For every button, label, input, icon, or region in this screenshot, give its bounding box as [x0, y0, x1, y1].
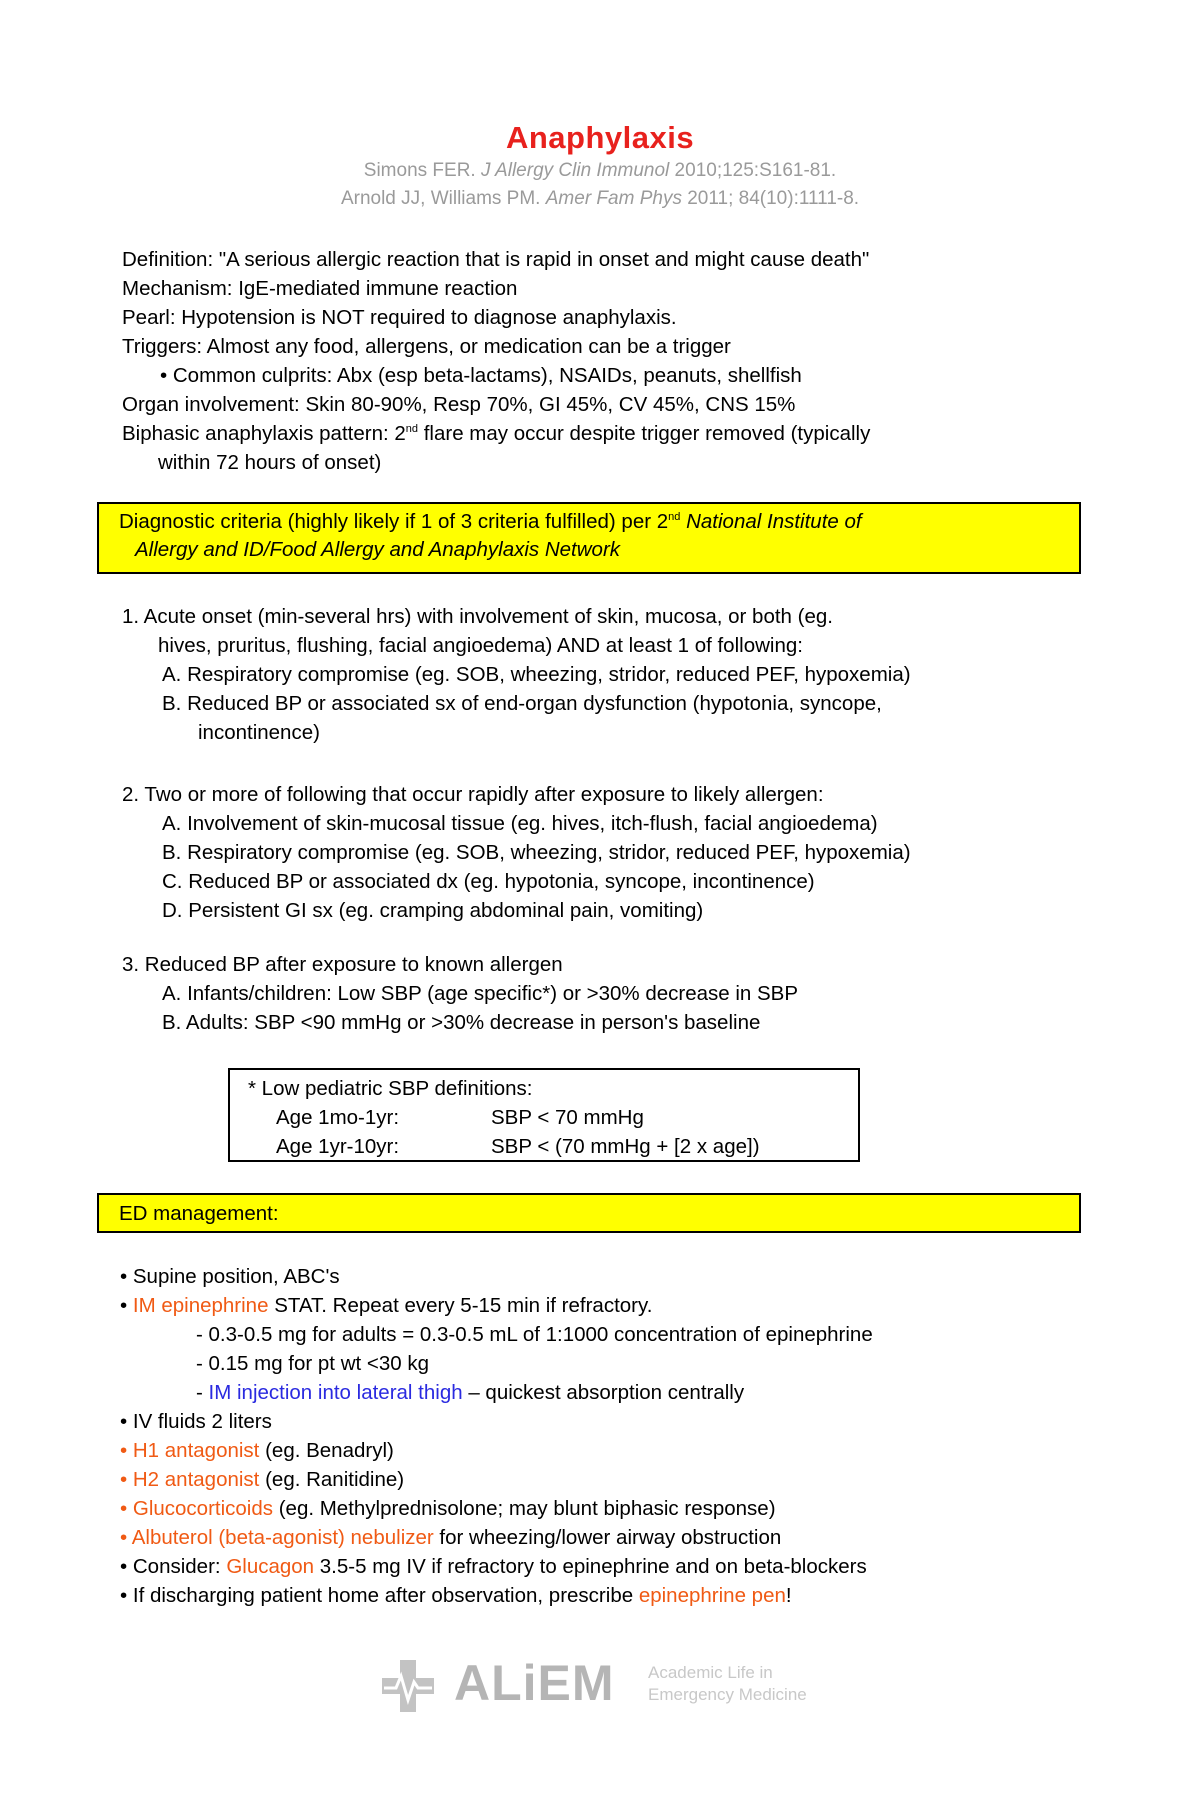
- criteria-1-heading-cont: hives, pruritus, flushing, facial angioedema) AND at least 1 of following:: [158, 634, 803, 657]
- mgmt-highlight: H1 antagonist: [132, 1439, 260, 1462]
- aliem-tagline-line1: Academic Life in: [648, 1663, 773, 1682]
- mgmt-highlight-blue: IM injection into lateral thigh: [208, 1381, 463, 1404]
- sbp-row-age: Age 1yr-10yr:: [276, 1135, 400, 1158]
- page-title: Anaphylaxis: [505, 120, 695, 155]
- criteria-2: [122, 780, 1102, 925]
- aliem-logo-tagline: [648, 1662, 807, 1706]
- triggers-line: Triggers: Almost any food, allergens, or medication can be a trigger: [122, 335, 731, 358]
- reference-1-journal: J Allergy Clin Immunol: [480, 160, 670, 181]
- diagnostic-header-line1: [119, 508, 1059, 536]
- mgmt-bullet: •: [120, 1497, 133, 1520]
- mgmt-highlight: H2 antagonist: [132, 1468, 260, 1491]
- aliem-logo-name: ALiEM: [454, 1655, 615, 1711]
- mgmt-item-albuterol: [120, 1523, 1100, 1552]
- criteria-2-item-a: A. Involvement of skin-mucosal tissue (eg. hives, itch-flush, facial angioedema): [162, 812, 878, 835]
- mgmt-text: • Consider:: [120, 1555, 227, 1578]
- intro-section: [122, 245, 1082, 477]
- mgmt-text: for wheezing/lower airway obstruction: [433, 1526, 782, 1549]
- biphasic-superscript: nd: [405, 423, 419, 436]
- diagnostic-criteria-header: [97, 502, 1081, 574]
- pediatric-sbp-box: [228, 1068, 860, 1162]
- mgmt-item-iv-fluids: • IV fluids 2 liters: [120, 1410, 272, 1433]
- criteria-3-heading: 3. Reduced BP after exposure to known allergen: [122, 953, 563, 976]
- mgmt-item-epinephrine: [120, 1291, 1100, 1320]
- mgmt-text: STAT. Repeat every 5-15 min if refractory.: [268, 1294, 653, 1317]
- mgmt-highlight: Albuterol (beta-agonist) nebulizer: [131, 1526, 434, 1549]
- criteria-3-item-a: A. Infants/children: Low SBP (age specific*) or >30% decrease in SBP: [162, 982, 799, 1005]
- definition-line: Definition: "A serious allergic reaction that is rapid in onset and might cause death": [122, 248, 870, 271]
- criteria-2-item-d: D. Persistent GI sx (eg. cramping abdominal pain, vomiting): [162, 899, 704, 922]
- mgmt-item-discharge: [120, 1581, 1100, 1610]
- biphasic-line: [122, 419, 1082, 448]
- biphasic-text: Biphasic anaphylaxis pattern: 2: [122, 422, 406, 445]
- aliem-tagline-line2: Emergency Medicine: [648, 1685, 807, 1704]
- mechanism-line: Mechanism: IgE-mediated immune reaction: [122, 277, 518, 300]
- diagnostic-header-line2: Allergy and ID/Food Allergy and Anaphylaxis Network: [135, 538, 621, 561]
- aliem-logo-icon: [378, 1656, 438, 1716]
- mgmt-highlight: Glucagon: [226, 1555, 315, 1578]
- criteria-2-heading: 2. Two or more of following that occur rapidly after exposure to likely allergen:: [122, 783, 824, 806]
- diagnostic-header-italic: National Institute of: [680, 510, 862, 533]
- mgmt-text: (eg. Methylprednisolone; may blunt biphasic response): [273, 1497, 776, 1520]
- mgmt-subitem-adult-dose: - 0.3-0.5 mg for adults = 0.3-0.5 mL of 1:1000 concentration of epinephrine: [196, 1323, 873, 1346]
- mgmt-item-glucagon: [120, 1552, 1100, 1581]
- sbp-row: [248, 1103, 840, 1132]
- criteria-2-item-b: B. Respiratory compromise (eg. SOB, wheezing, stridor, reduced PEF, hypoxemia): [162, 841, 911, 864]
- diagnostic-header-superscript: nd: [668, 511, 681, 524]
- criteria-2-item-c: C. Reduced BP or associated dx (eg. hypotonia, syncope, incontinence): [162, 870, 815, 893]
- reference-1-authors: Simons FER.: [363, 160, 481, 181]
- mgmt-item-supine: • Supine position, ABC's: [120, 1265, 340, 1288]
- biphasic-continuation: within 72 hours of onset): [158, 451, 382, 474]
- mgmt-text: 3.5-5 mg IV if refractory to epinephrine and on beta-blockers: [314, 1555, 867, 1578]
- biphasic-text-cont: flare may occur despite trigger removed (typically: [418, 422, 871, 445]
- mgmt-bullet: •: [120, 1294, 133, 1317]
- sbp-row-value: SBP < (70 mmHg + [2 x age]): [491, 1135, 760, 1158]
- organ-involvement-line: Organ involvement: Skin 80-90%, Resp 70%, GI 45%, CV 45%, CNS 15%: [122, 393, 796, 416]
- criteria-1: [122, 602, 1102, 747]
- mgmt-subitem-peds-dose: - 0.15 mg for pt wt <30 kg: [196, 1352, 430, 1375]
- pearl-line: Pearl: Hypotension is NOT required to diagnose anaphylaxis.: [122, 306, 677, 329]
- mgmt-highlight: Glucocorticoids: [132, 1497, 274, 1520]
- mgmt-bullet: •: [120, 1439, 133, 1462]
- mgmt-text: • If discharging patient home after observation, prescribe: [120, 1584, 639, 1607]
- reference-2-authors: Arnold JJ, Williams PM.: [340, 188, 546, 209]
- reference-2: [0, 188, 1200, 210]
- mgmt-text: – quickest absorption centrally: [462, 1381, 745, 1404]
- aliem-logo: [378, 1648, 848, 1718]
- mgmt-text: !: [785, 1584, 792, 1607]
- culprits-line: • Common culprits: Abx (esp beta-lactams), NSAIDs, peanuts, shellfish: [160, 364, 802, 387]
- ed-management-list: [120, 1262, 1100, 1610]
- mgmt-item-glucocorticoids: [120, 1494, 1100, 1523]
- mgmt-bullet: •: [120, 1468, 133, 1491]
- sbp-row-age: Age 1mo-1yr:: [276, 1106, 400, 1129]
- mgmt-item-h2: [120, 1465, 1100, 1494]
- mgmt-subitem-im-site: [120, 1378, 1100, 1407]
- criteria-3: [122, 950, 1102, 1037]
- ed-management-header-text: ED management:: [119, 1202, 279, 1225]
- criteria-1-item-b-cont: incontinence): [198, 721, 320, 744]
- reference-1-citation: 2010;125:S161-81.: [669, 160, 837, 181]
- mgmt-text: (eg. Benadryl): [259, 1439, 394, 1462]
- diagnostic-header-text: Diagnostic criteria (highly likely if 1 of 3 criteria fulfilled) per 2: [119, 510, 669, 533]
- reference-2-citation: 2011; 84(10):1111-8.: [681, 188, 860, 209]
- sbp-row-value: SBP < 70 mmHg: [491, 1106, 644, 1129]
- reference-2-journal: Amer Fam Phys: [545, 188, 682, 209]
- mgmt-dash: -: [196, 1381, 209, 1404]
- mgmt-item-h1: [120, 1436, 1100, 1465]
- mgmt-bullet: •: [120, 1526, 132, 1549]
- reference-1: [0, 160, 1200, 182]
- criteria-1-item-a: A. Respiratory compromise (eg. SOB, wheezing, stridor, reduced PEF, hypoxemia): [162, 663, 911, 686]
- mgmt-highlight: epinephrine pen: [638, 1584, 786, 1607]
- ed-management-header: [97, 1193, 1081, 1233]
- criteria-3-item-b: B. Adults: SBP <90 mmHg or >30% decrease in person's baseline: [162, 1011, 761, 1034]
- mgmt-highlight: IM epinephrine: [132, 1294, 269, 1317]
- sbp-box-title: * Low pediatric SBP definitions:: [248, 1077, 533, 1100]
- criteria-1-item-b: B. Reduced BP or associated sx of end-organ dysfunction (hypotonia, syncope,: [162, 692, 882, 715]
- criteria-1-heading: 1. Acute onset (min-several hrs) with involvement of skin, mucosa, or both (eg.: [122, 605, 833, 628]
- sbp-row: [248, 1132, 840, 1161]
- mgmt-text: (eg. Ranitidine): [259, 1468, 405, 1491]
